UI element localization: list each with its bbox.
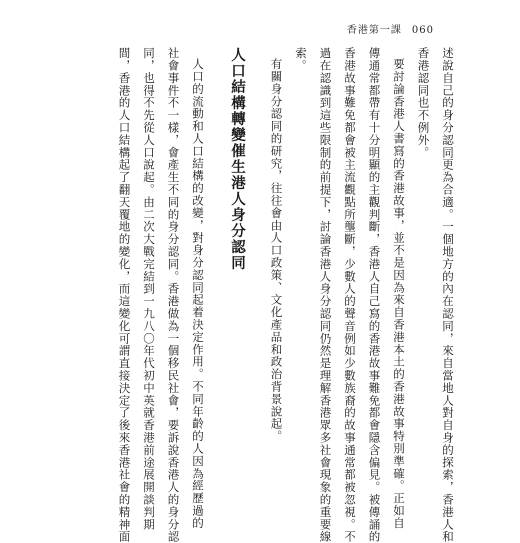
running-title: 香港第一課 xyxy=(346,25,402,36)
paragraph-line: 同，也得不先從人口說起。由二次大戰完結到一九八〇年代初中英就香港前途展開談判期 xyxy=(142,47,156,531)
paragraph-line: 索。 xyxy=(294,47,308,72)
paragraph-line: 傳通常都帶有十分明顯的主觀判斷，香港人自己寫的香港故事難免都會隱含偏見。被傳誦的 xyxy=(367,47,382,543)
page-number: 060 xyxy=(411,25,434,36)
paragraph-line: 過在認識到這些限制的前提下，討論香港人身分認同仍然是理解香港眾多社會現象的重要線 xyxy=(318,47,333,543)
paragraph-line: 社會事件不一樣，會產生不同的身分認同。香港做為一個移民社會，要訴說香港人的身分認 xyxy=(166,47,181,543)
paragraph-line: 香港故事難免都會被主流觀點所壟斷，少數人的聲音例如少數族裔的故事通常都被忽視。不 xyxy=(343,47,357,543)
vertical-text-body xyxy=(40,47,460,543)
paragraph-line: 有關身分認同的研究，往往會由人口政策、文化產品和政治背景說起。 xyxy=(269,58,284,443)
paragraph-line: 要討論香港人書寫的香港故事，並不是因為來自香港本土的香港故事特別準確。正如自 xyxy=(392,58,406,530)
paragraph-line: 述說自己的身分認同更為合適。一個地方的內在認同，來自當地人對自身的探索，香港人和 xyxy=(441,47,455,543)
running-header xyxy=(347,21,434,36)
paragraph-line: 香港認同也不例外。 xyxy=(416,47,431,159)
paragraph-line: 人口的流動和人口結構的改變，對身分認同起着決定作用。不同年齡的人因為經歷過的 xyxy=(191,58,205,530)
section-heading: 人口結構轉變催生港人身分認同 xyxy=(229,47,245,271)
paragraph-line: 間，香港的人口結構起了翻天覆地的變化，而這變化可謂直接決定了後來香港社會的精神面 xyxy=(117,47,132,543)
